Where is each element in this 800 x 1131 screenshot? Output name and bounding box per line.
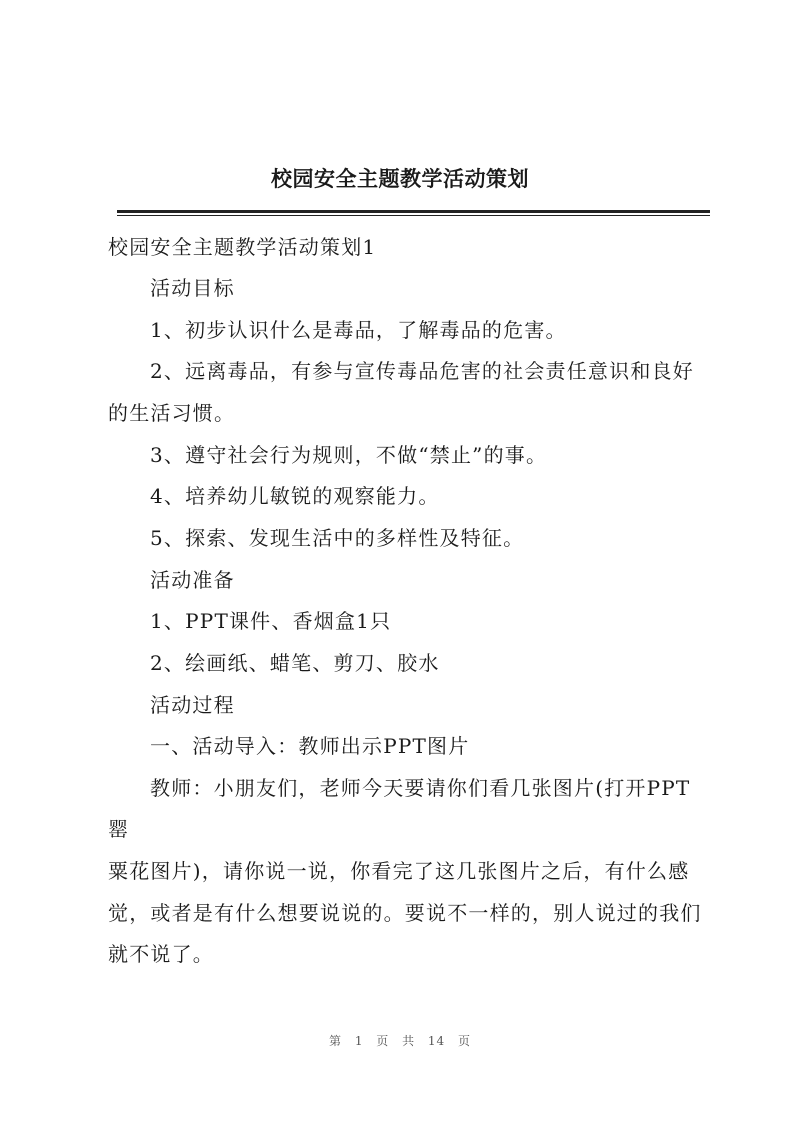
paragraph-line: 2、绘画纸、蜡笔、剪刀、胶水 bbox=[150, 651, 440, 675]
title-divider-thin bbox=[117, 215, 710, 216]
paragraph-line: 罂 bbox=[108, 817, 130, 841]
paragraph-line: 粟花图片)，请你说一说，你看完了这几张图片之后，有什么感 bbox=[108, 859, 690, 883]
paragraph-line: 1、初步认识什么是毒品，了解毒品的危害。 bbox=[150, 318, 567, 342]
paragraph-line: 1、PPT课件、香烟盒1只 bbox=[150, 609, 392, 633]
paragraph-line: 2、远离毒品，有参与宣传毒品危害的社会责任意识和良好 bbox=[150, 359, 694, 383]
paragraph-line: 4、培养幼儿敏锐的观察能力。 bbox=[150, 484, 440, 508]
subheading-goals: 活动目标 bbox=[150, 276, 235, 300]
paragraph-line: 5、探索、发现生活中的多样性及特征。 bbox=[150, 526, 525, 550]
title-divider bbox=[117, 210, 710, 213]
page-number-footer: 第 1 页 共 14 页 bbox=[329, 1034, 471, 1048]
paragraph-line: 觉，或者是有什么想要说说的。要说不一样的，别人说过的我们 bbox=[108, 901, 702, 925]
section-heading: 校园安全主题教学活动策划1 bbox=[108, 235, 377, 259]
paragraph-line: 就不说了。 bbox=[108, 942, 214, 966]
paragraph-line: 一、活动导入：教师出示PPT图片 bbox=[150, 734, 470, 758]
paragraph-line: 3、遵守社会行为规则，不做“禁止”的事。 bbox=[150, 443, 548, 467]
subheading-preparation: 活动准备 bbox=[150, 568, 235, 592]
subheading-process: 活动过程 bbox=[150, 693, 235, 717]
document-title: 校园安全主题教学活动策划 bbox=[271, 167, 529, 191]
paragraph-line: 的生活习惯。 bbox=[108, 401, 236, 425]
paragraph-line: 教师：小朋友们，老师今天要请你们看几张图片(打开PPT bbox=[150, 776, 691, 800]
